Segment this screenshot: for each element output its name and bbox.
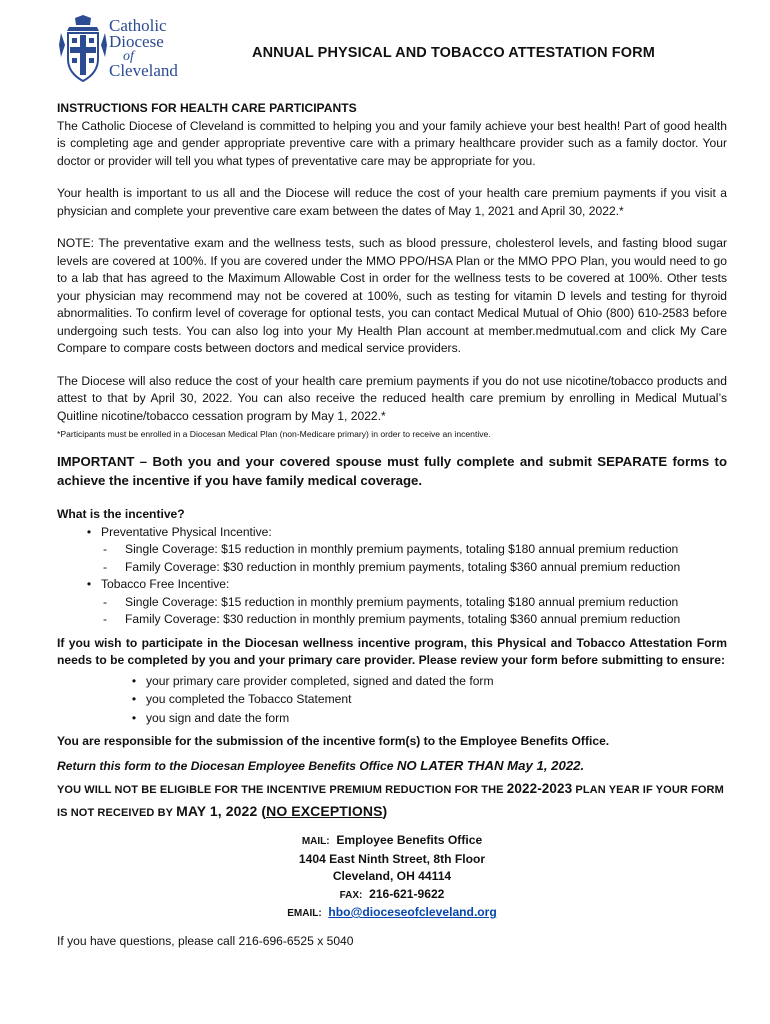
tobacco-paragraph: The Diocese will also reduce the cost of your health care premium payments if you do not use nicotine/tobacco products and attest to that by April 30, 2022. You can also receive the reduced health care premium by enrolling in Medical Mutual’s Quitline nicotine/tobacco cessation program by May 1, 2022.* — [57, 373, 727, 423]
logo-line-2: Diocese — [109, 32, 164, 51]
list-item — [57, 541, 727, 559]
mail-value: Employee Benefits Office — [336, 833, 483, 847]
list-item — [122, 672, 727, 691]
footnote: *Participants must be enrolled in a Diocesan Medical Plan (non-Medicare primary) in order to receive an incentive. — [57, 429, 491, 439]
incentive-detail: Single Coverage: $15 reduction in monthly premium payments, totaling $180 annual premium reduction — [125, 542, 679, 556]
eligibility-warning — [57, 778, 727, 824]
bullet-icon: • — [86, 577, 92, 591]
return-deadline: NO LATER THAN May 1, 2022. — [396, 757, 585, 773]
bullet-icon: • — [131, 710, 137, 725]
email-label: EMAIL: — [287, 908, 322, 919]
deadline-date: MAY 1, 2022 — [176, 803, 258, 819]
form-title: ANNUAL PHYSICAL AND TOBACCO ATTESTATION FORM — [252, 45, 655, 61]
logo-line-4: Cleveland — [109, 61, 178, 80]
contact-questions: If you have questions, please call 216-696-6525 x 5040 — [57, 933, 354, 948]
submission-checklist — [57, 672, 727, 728]
incentive-label: Tobacco Free Incentive: — [101, 577, 230, 591]
dash-icon: - — [103, 594, 108, 609]
diocese-crest-icon — [57, 15, 109, 85]
paren-open: ( — [257, 803, 267, 819]
mailing-address — [57, 832, 727, 923]
bullet-icon: • — [131, 673, 137, 688]
logo-line-1: Catholic — [109, 16, 167, 35]
important-notice: IMPORTANT – Both you and your covered spouse must fully complete and submit SEPARATE forms to achieve the incentive if you have family medical coverage. — [57, 454, 727, 488]
form-body — [57, 100, 727, 950]
incentive-detail: Single Coverage: $15 reduction in monthly premium payments, totaling $180 annual premium reduction — [125, 594, 679, 609]
bullet-icon: • — [86, 524, 92, 539]
incentive-label: Preventative Physical Incentive: — [101, 524, 272, 539]
bullet-icon: • — [131, 692, 137, 706]
intro-paragraph: The Catholic Diocese of Cleveland is committed to helping you and your family achieve your best health! Part of good health is completing age and gender appropriate preventive care with a primary healthcare provider such as a family doctor. Your doctor or provider will tell you what types of preventative care may be appropriate for you. — [57, 118, 727, 168]
email-line — [57, 904, 727, 923]
exam-paragraph: Your health is important to us all and the Diocese will reduce the cost of your health care premium payments if you visit a physician and complete your preventive care exam between the dates of May 1, 2021 and April 30, 2022.* — [57, 186, 727, 218]
fax-value: 216-621-9622 — [369, 886, 445, 901]
list-item — [57, 594, 727, 612]
logo-wordmark — [109, 18, 178, 79]
responsibility-note: You are responsible for the submission of the incentive form(s) to the Employee Benefits Office. — [57, 734, 610, 748]
city-line: Cleveland, OH 44114 — [332, 869, 452, 883]
checklist-text: you completed the Tobacco Statement — [146, 692, 352, 706]
incentive-detail: Family Coverage: $30 reduction in monthly premium payments, totaling $360 annual premium reduction — [125, 559, 681, 574]
paren-close: ) — [382, 803, 388, 819]
checklist-text: you sign and date the form — [146, 710, 290, 725]
list-item — [57, 576, 727, 594]
email-link[interactable]: hbo@dioceseofcleveland.org — [328, 905, 497, 919]
plan-year: 2022-2023 — [506, 781, 573, 796]
fax-label: FAX: — [339, 889, 363, 901]
participation-instructions: If you wish to participate in the Diocesan wellness incentive program, this Physical and Tobacco Attestation Form needs to be completed by you and your primary care provider. Please review your form before submitting to ensure: — [57, 635, 727, 667]
incentive-question: What is the incentive? — [57, 507, 185, 521]
warning-text: PLAN YEAR IF YOUR FORM IS NOT RECEIVED BY — [57, 784, 724, 819]
instructions-heading: INSTRUCTIONS FOR HEALTH CARE PARTICIPANTS — [57, 101, 357, 115]
warning-text: YOU WILL NOT BE ELIGIBLE FOR THE INCENTIVE PREMIUM REDUCTION FOR THE — [57, 784, 507, 796]
list-item — [57, 524, 727, 542]
mail-label: MAIL: — [301, 836, 330, 847]
return-lead: Return this form to the Diocesan Employee Benefits Office — [57, 758, 397, 773]
list-item — [122, 690, 727, 709]
list-item — [57, 611, 727, 629]
dash-icon: - — [103, 612, 108, 626]
street-line: 1404 East Ninth Street, 8th Floor — [298, 851, 486, 866]
logo-line-3: of — [123, 49, 134, 64]
list-item — [122, 709, 727, 728]
dash-icon: - — [103, 559, 108, 574]
mail-line — [57, 832, 727, 851]
diocese-logo — [57, 15, 182, 90]
no-exceptions: NO EXCEPTIONS — [266, 803, 383, 819]
list-item — [57, 559, 727, 577]
return-instructions — [57, 757, 727, 776]
incentive-detail: Family Coverage: $30 reduction in monthly premium payments, totaling $360 annual premium reduction — [125, 612, 681, 626]
incentive-list — [57, 524, 727, 629]
note-paragraph: NOTE: The preventative exam and the wellness tests, such as blood pressure, cholesterol levels, and fasting blood sugar levels are covered at 100%. If you are covered under the MMO PPO/HSA Plan or the MMO PPO Plan, you would need to go to a lab that has agreed to the Maximum Allowable Cost in order for the wellness tests to be covered at 100%. Other tests your physician may recommend may not be covered at 100%, such as testing for vitamin D levels and testing for thyroid abnormalities. To confirm level of coverage for optional tests, you can contact Medical Mutual of Ohio (800) 610-2583 before undergoing such tests. You can also log into your My Health Plan account at member.medmutual.com and click My Care Compare to compare costs between doctors and medical service providers. — [57, 236, 727, 355]
dash-icon: - — [103, 542, 108, 556]
fax-line — [57, 886, 727, 905]
checklist-text: your primary care provider completed, signed and dated the form — [146, 673, 494, 688]
